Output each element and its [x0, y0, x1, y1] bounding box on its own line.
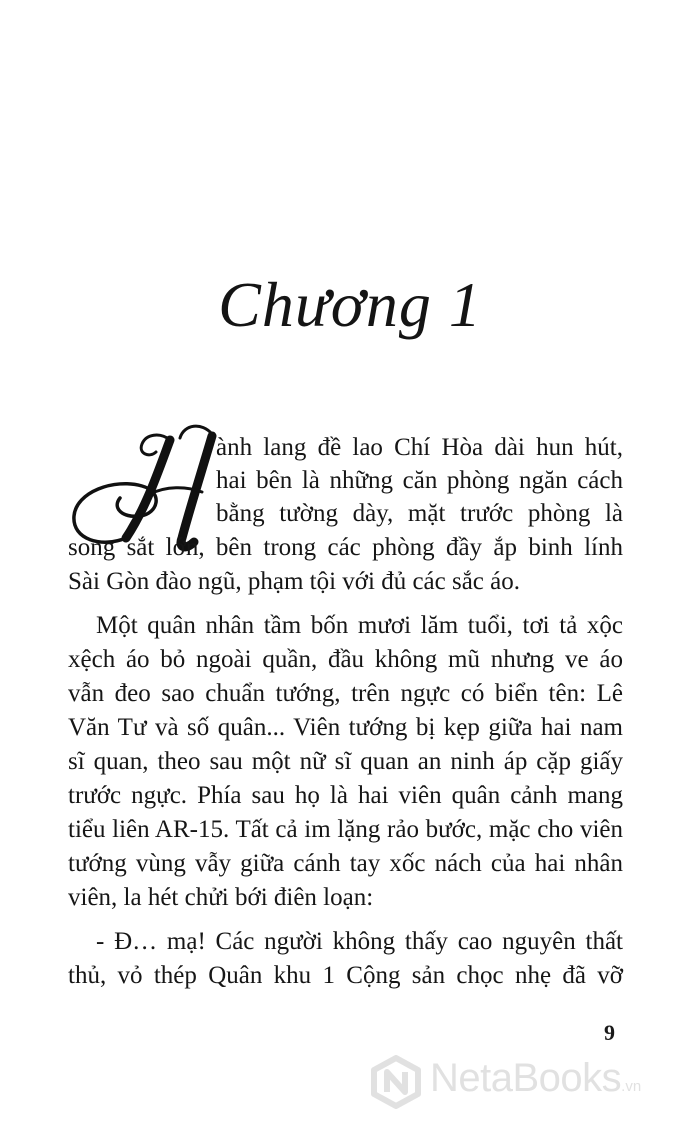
- watermark-brand: NetaBooks: [430, 1056, 622, 1100]
- text-line: tiểu liên AR-15. Tất cả im lặng rảo bước, mặc cho viên: [68, 816, 623, 843]
- text-line: sĩ quan, theo sau một nữ sĩ quan an ninh áp cặp giấy: [68, 748, 623, 775]
- watermark-suffix: .vn: [621, 1078, 642, 1095]
- text-line: ành lang đề lao Chí Hòa dài hun hút,: [216, 434, 623, 461]
- text-line: vẫn đeo sao chuẩn tướng, trên ngực có biển tên: Lê: [68, 680, 623, 707]
- text-line: viên, la hét chửi bới điên loạn:: [68, 884, 374, 911]
- text-line: trước ngực. Phía sau họ là hai viên quân cảnh mang: [68, 782, 623, 809]
- text-line: thủ, vỏ thép Quân khu 1 Cộng sản chọc nhẹ đã vỡ: [68, 962, 623, 989]
- text-line: hai bên là những căn phòng ngăn cách: [216, 467, 623, 494]
- text-line: - Đ… mạ! Các người không thấy cao nguyên thất: [96, 928, 623, 955]
- chapter-title: Chương 1: [218, 269, 482, 340]
- netabooks-logo-icon: [368, 1054, 424, 1110]
- netabooks-watermark: [368, 1050, 698, 1114]
- page-number: 9: [604, 1020, 615, 1045]
- text-line: tướng vùng vẫy giữa cánh tay xốc nách của hai nhân: [68, 850, 623, 877]
- text-line: Một quân nhân tầm bốn mươi lăm tuổi, tơi tả xộc: [96, 612, 623, 639]
- text-line: xệch áo bỏ ngoài quần, đầu không mũ nhưng ve áo: [68, 646, 623, 673]
- text-line: Văn Tư và số quân... Viên tướng bị kẹp giữa hai nam: [68, 714, 623, 741]
- text-line: Sài Gòn đào ngũ, phạm tội với đủ các sắc áo.: [68, 568, 521, 595]
- text-line: song sắt lớn, bên trong các phòng đầy ắp binh lính: [68, 534, 623, 561]
- text-line: bằng tường dày, mặt trước phòng là: [216, 500, 623, 527]
- drop-cap-letter-h: [62, 412, 222, 552]
- watermark-text: [430, 1056, 641, 1101]
